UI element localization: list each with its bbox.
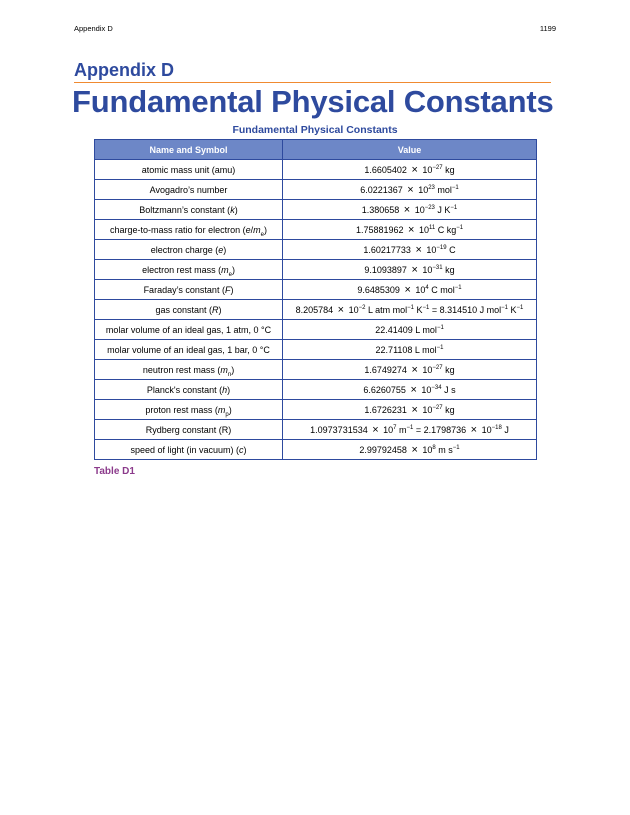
constant-value: $9.1093897 \times 10^{-31}$ kg [283,260,537,280]
table-row [95,240,537,260]
symbol-subscript: n [227,371,232,378]
constant-name: gas constant (R) [95,300,283,320]
constant-value: 22.41409 L mol$^{-1}$ [283,320,537,340]
symbol: h [222,384,228,395]
constant-name: Avogadro’s number [95,180,283,200]
exponent: −23 [424,204,435,211]
exponent: 4 [425,284,429,291]
times-sign: × [411,163,418,176]
unit-exponent: −1 [450,204,458,211]
symbol: e [245,224,251,235]
symbol: m [217,404,226,415]
symbol: m [221,264,229,275]
times-sign: × [415,243,422,256]
times-sign: × [470,423,478,436]
times-sign: × [410,383,417,396]
unit-exponent: −1 [436,324,444,331]
constant-name: proton rest mass $(m_p)$ [95,400,283,420]
table-row [95,360,537,380]
times-sign: × [408,223,415,236]
times-sign: × [372,423,379,436]
constant-value: $6.0221367 \times 10^{23}$ mol$^{-1}$ [283,180,537,200]
constant-name: electron charge (e) [95,240,283,260]
symbol: F [224,284,231,295]
table-row [95,340,537,360]
constant-value: $6.6260755 \times 10^{-34}$ J s [283,380,537,400]
unit-exponent: −1 [456,224,464,231]
symbol-subscript: e [260,231,264,238]
table-caption: Fundamental Physical Constants [232,124,398,136]
constants-table [94,139,537,460]
constant-value: $1.380658 \times 10^{-23}$ J $K^{-1}$ [283,200,537,220]
constant-name: Boltzmann’s constant (k) [95,200,283,220]
running-head-title: Appendix D [74,24,113,33]
table-row [95,200,537,220]
table-row [95,280,537,300]
page-title: Fundamental Physical Constants [72,84,554,119]
exponent: −27 [432,164,443,171]
constant-value: $1.0973731534 \times 10^7$ $m^{-1} = 2.1798736 \times 10^{-18}$ J [283,420,537,440]
times-sign: × [411,263,418,276]
unit-exponent: −1 [451,184,459,191]
exponent: 7 [393,424,397,431]
symbol-subscript: e [228,271,232,278]
unit-exponent: −1 [436,344,444,351]
exponent: −27 [432,364,443,371]
constant-name: Rydberg constant (R) [95,420,283,440]
constant-name: atomic mass unit (amu) [95,160,283,180]
constant-name: neutron rest mass $(m_n)$ [95,360,283,380]
exponent: −2 [358,304,366,311]
constant-name: molar volume of an ideal gas, 1 bar, 0 °C [95,340,283,360]
constant-value: $1.6726231 \times 10^{-27}$ kg [283,400,537,420]
constant-name: Planck's constant (h) [95,380,283,400]
symbol: k [230,204,235,215]
table-row [95,180,537,200]
times-sign: × [407,183,414,196]
unit-exponent: −1 [422,304,430,311]
table-row [95,160,537,180]
column-header-value: Value [283,140,537,160]
table-row [95,380,537,400]
page-number: 1199 [539,24,556,33]
exponent: 11 [428,224,436,231]
table-row [95,220,537,240]
constant-value: $1.60217733 \times 10^{-19}$ C [283,240,537,260]
times-sign: × [411,363,418,376]
unit-exponent: −1 [452,444,460,451]
constant-name: electron rest mass $(m_e)$ [95,260,283,280]
symbol: m [253,224,261,235]
exponent: −27 [432,404,443,411]
times-sign: × [404,283,411,296]
times-sign: × [337,303,345,316]
unit-exponent: −1 [516,304,524,311]
table-label: Table D1 [94,466,135,477]
symbol: e [218,244,224,255]
constant-value: $9.6485309 \times 10^4$ C mol$^{-1}$ [283,280,537,300]
exponent: 8 [432,444,436,451]
symbol: c [239,444,244,455]
table-row [95,260,537,280]
running-head [74,24,556,33]
table-row [95,420,537,440]
constant-value: 22.71108 L mol$^{-1}$ [283,340,537,360]
symbol: m [220,364,228,375]
table-row [95,320,537,340]
exponent: −31 [432,264,443,271]
exponent: −19 [436,244,447,251]
times-sign: × [411,403,418,416]
unit-exponent: −1 [454,284,462,291]
table-row [95,300,537,320]
constant-name: charge-to-mass ratio for electron $(e/m_e)$ [95,220,283,240]
appendix-label: Appendix D [74,60,551,83]
symbol-subscript: p [225,411,229,418]
times-sign: × [411,443,418,456]
constant-name: molar volume of an ideal gas, 1 atm, 0 °C [95,320,283,340]
exponent: −34 [431,384,442,391]
exponent: −18 [491,424,502,431]
table-row [95,400,537,420]
constant-name: speed of light (in vacuum) (c) [95,440,283,460]
symbol: R [212,304,219,315]
table-row [95,440,537,460]
constant-value: $1.6749274 \times 10^{-27}$ kg [283,360,537,380]
exponent: 23 [428,184,435,191]
table-body [95,160,537,460]
unit-exponent: −1 [407,304,414,311]
unit-exponent: −1 [406,424,414,431]
times-sign: × [403,203,411,216]
constant-value: $2.99792458 \times 10^8$ m $s^{-1}$ [283,440,537,460]
table-header-row [95,140,537,160]
unit-exponent: −1 [501,304,509,311]
constant-name: Faraday’s constant (F) [95,280,283,300]
constant-value: $1.6605402 \times 10^{-27}$ kg [283,160,537,180]
constant-value: $8.205784 \times 10^{-2}$ L atm mol$^{-1}$ $K^{-1} = 8.314510$ J mol$^{-1}$ $K^{-1}$ [283,300,537,320]
column-header-name: Name and Symbol [95,140,283,160]
constant-value: $1.75881962 \times 10^{11}$ C $kg^{-1}$ [283,220,537,240]
